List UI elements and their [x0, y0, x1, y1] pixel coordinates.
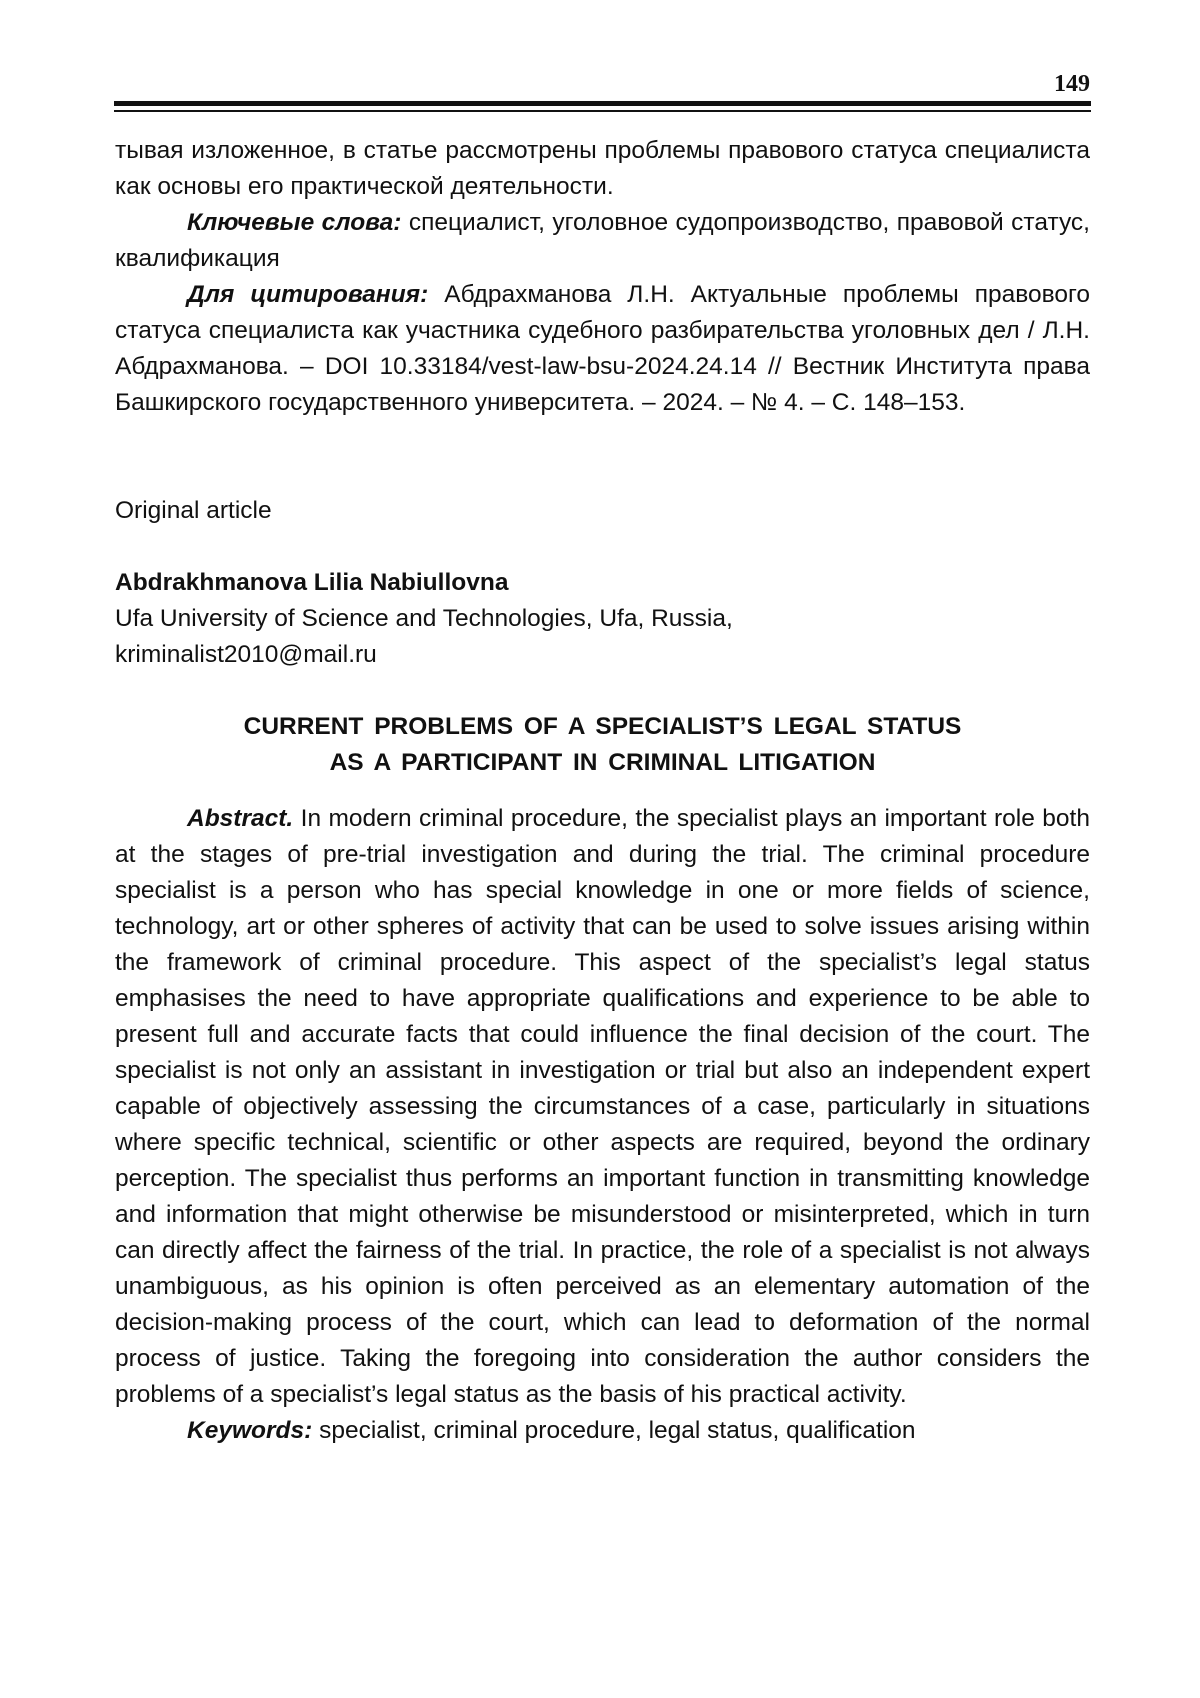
article-title-line-2: AS A PARTICIPANT IN CRIMINAL LITIGATION	[329, 749, 876, 776]
russian-citation-label: Для цитирования:	[187, 281, 429, 308]
page-number: 149	[1054, 71, 1090, 97]
english-keywords	[115, 1413, 1090, 1449]
russian-keywords-label: Ключевые слова:	[187, 209, 402, 236]
russian-keywords-text: специалист, уголовное судопроизводство, правовой статус, квалификация	[115, 209, 1090, 272]
author-affiliation: Ufa University of Science and Technologies, Ufa, Russia,	[115, 605, 733, 632]
english-abstract	[115, 801, 1090, 1413]
russian-keywords	[115, 205, 1090, 277]
english-abstract-text: In modern criminal procedure, the specialist plays an important role both at the stages of pre-trial investigation and during the trial. The criminal procedure specialist is a person who has special knowledge in one or more fields of science, technology, art or other spheres of activity that can be used to solve issues arising within the framework of criminal procedure. This aspect of the specialist’s legal status emphasises the need to have appropriate qualifications and experience to be able to present full and accurate facts that could influence the final decision of the court. The specialist is not only an assistant in investigation or trial but also an independent expert capable of objectively assessing the circumstances of a case, particularly in situations where specific technical, scientific or other aspects are required, beyond the ordinary perception. The specialist thus performs an important function in transmitting knowledge and information that might otherwise be misunderstood or misinterpreted, which in turn can directly affect the fairness of the trial. In practice, the role of a specialist is not always unambiguous, as his opinion is often perceived as an elementary automation of the decision-making process of the court, which can lead to deformation of the normal process of justice. Taking the foregoing into consideration the author considers the problems of a specialist’s legal status as the basis of his practical activity.	[115, 805, 1090, 1408]
article-type: Original article	[115, 497, 272, 524]
article-title-line-1: CURRENT PROBLEMS OF A SPECIALIST’S LEGAL STATUS	[243, 713, 962, 740]
article-title	[115, 709, 1090, 781]
russian-abstract-tail: тывая изложенное, в статье рассмотрены проблемы правового статуса специалиста как основы его практической деятельности.	[115, 137, 1090, 200]
english-keywords-text: specialist, criminal procedure, legal status, qualification	[312, 1417, 916, 1444]
russian-citation-text: Абдрахманова Л.Н. Актуальные проблемы правового статуса специалиста как участника судебного разбирательства уголовных дел / Л.Н. Абдрахманова. – DOI 10.33184/vest-law-bsu-2024.24.14 // Вестник Института права Башкирского государственного университета. – 2024. – № 4. – С. 148–153.	[115, 281, 1091, 416]
english-abstract-label: Abstract.	[187, 805, 294, 832]
header-rule-thin	[114, 110, 1091, 112]
author-name: Abdrakhmanova Lilia Nabiullovna	[115, 569, 509, 596]
page-content	[115, 133, 1090, 1449]
header-rule-thick	[114, 101, 1091, 106]
english-keywords-label: Keywords:	[187, 1417, 313, 1444]
author-email: kriminalist2010@mail.ru	[115, 641, 377, 668]
russian-citation	[115, 277, 1090, 421]
